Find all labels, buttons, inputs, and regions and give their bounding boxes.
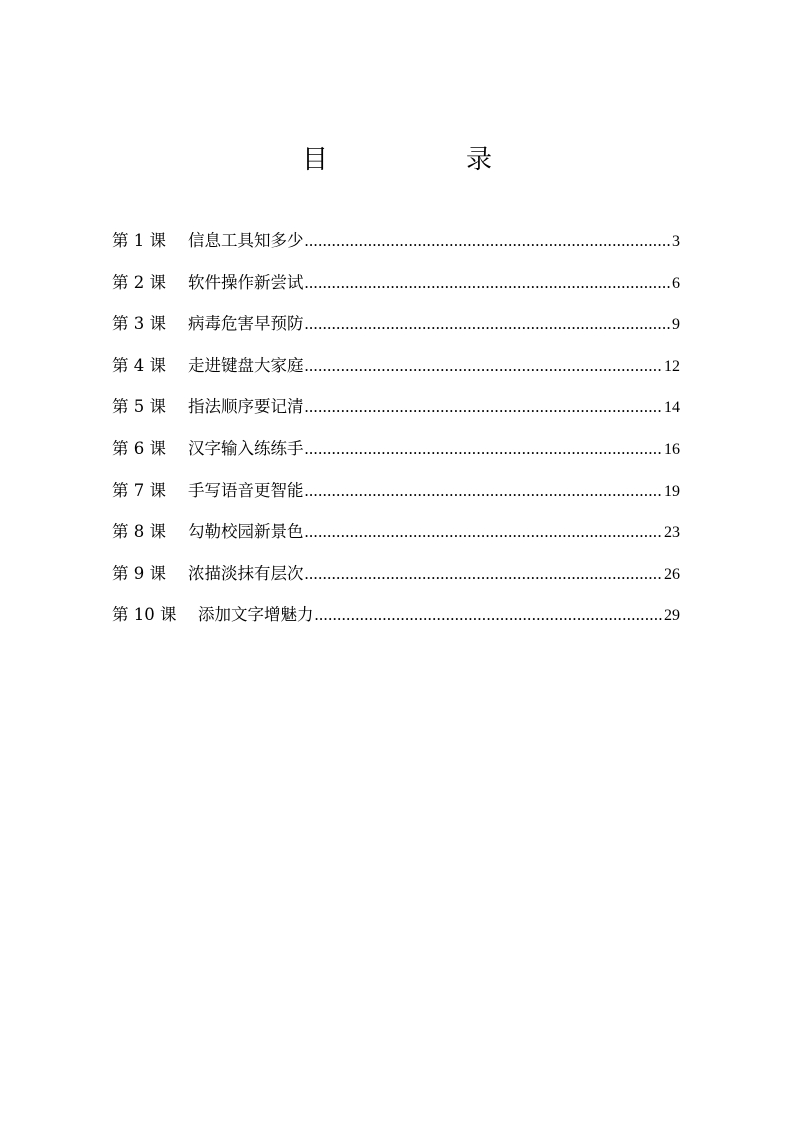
toc-entry-number: 第 1 课: [112, 231, 166, 250]
toc-dot-leader: [305, 434, 664, 464]
toc-entry-name: 添加文字增魅力: [198, 605, 314, 625]
toc-dot-leader: [305, 351, 664, 381]
toc-dot-leader: [305, 476, 664, 506]
toc-entry[interactable]: [112, 226, 680, 268]
toc-entry-number: 第 6 课: [112, 438, 166, 458]
toc-entry-page: 29: [664, 607, 680, 625]
toc-entry-page: 12: [664, 357, 680, 375]
toc-list: [112, 226, 680, 642]
toc-entry-page: 14: [664, 399, 680, 417]
toc-entry-name: 手写语音更智能: [188, 480, 304, 500]
toc-entry[interactable]: [112, 268, 680, 310]
toc-dot-leader: [305, 226, 672, 256]
toc-entry-page: 16: [664, 440, 680, 458]
toc-entry[interactable]: [112, 476, 680, 518]
toc-entry-page: 26: [664, 565, 680, 583]
toc-entry-number: 第 8 课: [112, 522, 166, 542]
toc-entry[interactable]: [112, 517, 680, 559]
toc-dot-leader: [305, 268, 672, 298]
toc-entry-number: 第 7 课: [112, 480, 166, 500]
toc-entry[interactable]: [112, 434, 680, 476]
toc-entry-page: 6: [672, 274, 680, 292]
toc-entry-page: 19: [664, 482, 680, 500]
toc-entry-page: 9: [672, 316, 680, 334]
toc-entry-name: 汉字输入练练手: [188, 438, 304, 458]
toc-entry-number: 第 5 课: [112, 397, 166, 417]
toc-entry-name: 走进键盘大家庭: [188, 355, 304, 375]
toc-entry[interactable]: [112, 559, 680, 601]
toc-dot-leader: [305, 559, 664, 589]
toc-entry-name: 信息工具知多少: [188, 231, 304, 250]
toc-entry-number: 第 9 课: [112, 563, 166, 583]
toc-entry-number: 第 4 课: [112, 355, 166, 375]
toc-dot-leader: [315, 600, 664, 630]
toc-entry[interactable]: [112, 309, 680, 351]
toc-dot-leader: [305, 309, 672, 339]
toc-entry-name: 指法顺序要记清: [188, 397, 304, 417]
toc-entry[interactable]: [112, 600, 680, 642]
toc-dot-leader: [305, 392, 664, 422]
toc-entry-page: 23: [664, 524, 680, 542]
toc-entry-name: 软件操作新尝试: [188, 272, 304, 292]
toc-entry-name: 勾勒校园新景色: [188, 522, 304, 542]
toc-entry-name: 病毒危害早预防: [188, 314, 304, 334]
toc-dot-leader: [305, 517, 664, 547]
toc-title: 目 录: [301, 145, 548, 175]
toc-entry[interactable]: [112, 351, 680, 393]
toc-entry-name: 浓描淡抹有层次: [188, 563, 304, 583]
toc-entry-number: 第 2 课: [112, 272, 166, 292]
toc-entry-page: 3: [672, 233, 680, 250]
toc-entry[interactable]: [112, 392, 680, 434]
toc-entry-number: 第 10 课: [112, 605, 177, 625]
toc-entry-number: 第 3 课: [112, 314, 166, 334]
